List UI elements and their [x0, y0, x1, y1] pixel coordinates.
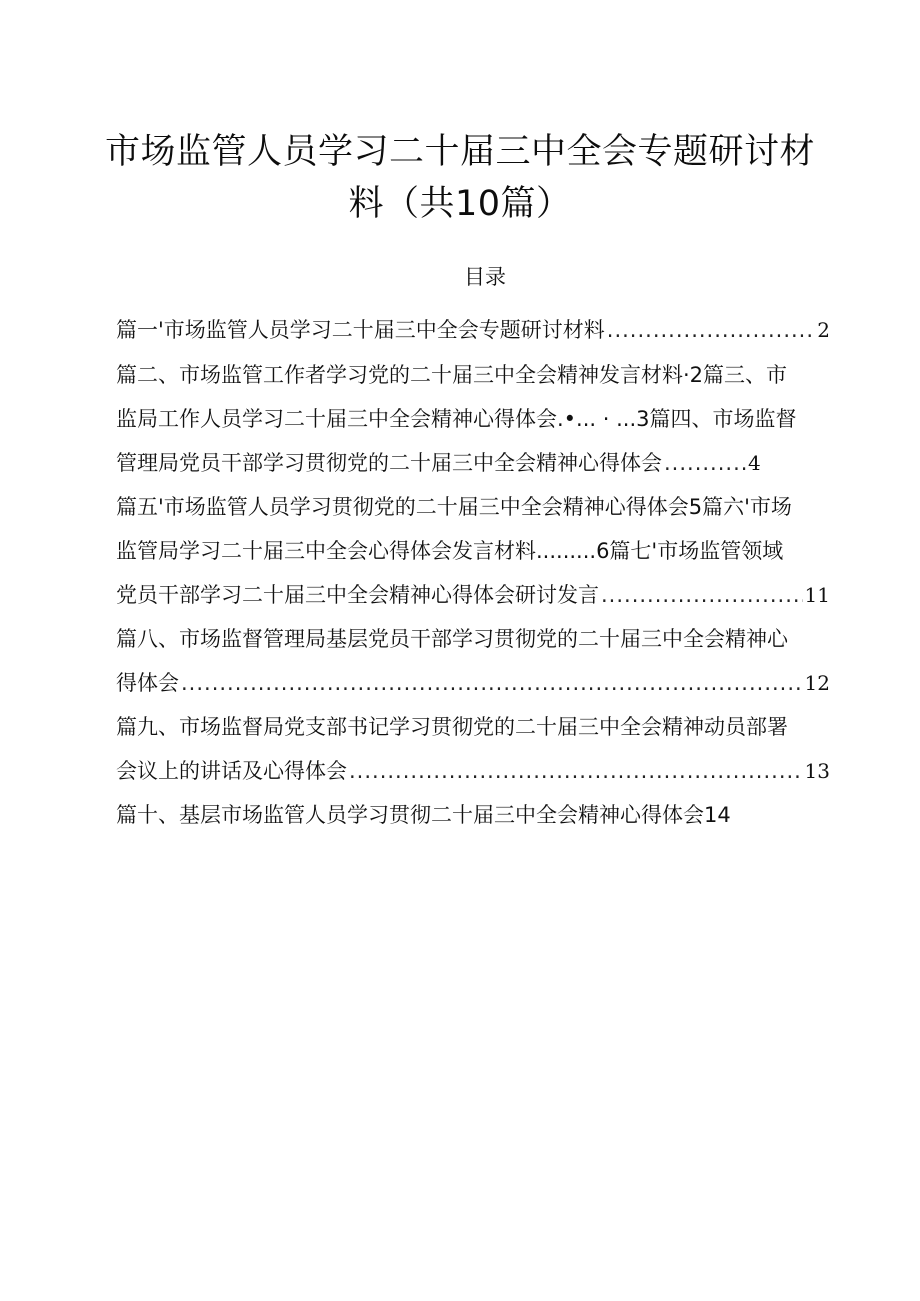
toc-entry-text: 会议上的讲话及心得体会: [116, 759, 347, 783]
toc-entry-text: 党员干部学习二十届三中全会精神心得体会研讨发言: [116, 583, 599, 607]
toc-leader-dots: [601, 580, 803, 610]
toc-entry-5[interactable]: 篇五'市场监管人员学习贯彻党的二十届三中全会精神心得体会5篇六'市场: [116, 495, 792, 519]
toc-page-number: 11: [804, 583, 830, 607]
toc-page-number: 4: [748, 451, 761, 475]
toc-entry-3[interactable]: 监局工作人员学习二十届三中全会精神心得体会.•... · ...3篇四、市场监督: [116, 407, 797, 431]
toc-entry-4[interactable]: [116, 448, 856, 478]
toc-page-number: 12: [804, 671, 830, 695]
toc-entry-11[interactable]: [116, 756, 856, 786]
toc-entry-8[interactable]: 篇八、市场监督管理局基层党员干部学习贯彻党的二十届三中全会精神心: [116, 627, 788, 651]
toc-leader-dots: [607, 315, 815, 345]
toc-entry-9[interactable]: [116, 668, 856, 698]
toc-leader-dots: [181, 668, 803, 698]
toc-leader-dots: [349, 756, 803, 786]
toc-entry-6[interactable]: 监管局学习二十届三中全会心得体会发言材料.........6篇七'市场监管领域: [116, 539, 784, 563]
toc-entry-text: 篇一'市场监管人员学习二十届三中全会专题研讨材料: [116, 318, 605, 342]
toc-entry-10[interactable]: 篇九、市场监督局党支部书记学习贯彻党的二十届三中全会精神动员部署: [116, 715, 788, 739]
toc-entry-2[interactable]: 篇二、市场监管工作者学习党的二十届三中全会精神发言材料·2篇三、市: [116, 363, 788, 387]
toc-entry-7[interactable]: [116, 580, 856, 610]
toc-entry-1[interactable]: [116, 315, 856, 345]
toc-entry-text: 管理局党员干部学习贯彻党的二十届三中全会精神心得体会: [116, 451, 662, 475]
toc-entry-text: 得体会: [116, 671, 179, 695]
toc-page-number: 13: [804, 759, 830, 783]
toc-entry-12[interactable]: 篇十、基层市场监管人员学习贯彻二十届三中全会精神心得体会14: [116, 803, 731, 827]
toc-heading: 目录: [464, 265, 506, 289]
document-title-line-2: 料（共10篇）: [348, 184, 572, 224]
toc-leader-dots: [664, 448, 746, 478]
document-title-line-1: 市场监管人员学习二十届三中全会专题研讨材: [104, 132, 815, 172]
toc-page-number: 2: [817, 318, 830, 342]
